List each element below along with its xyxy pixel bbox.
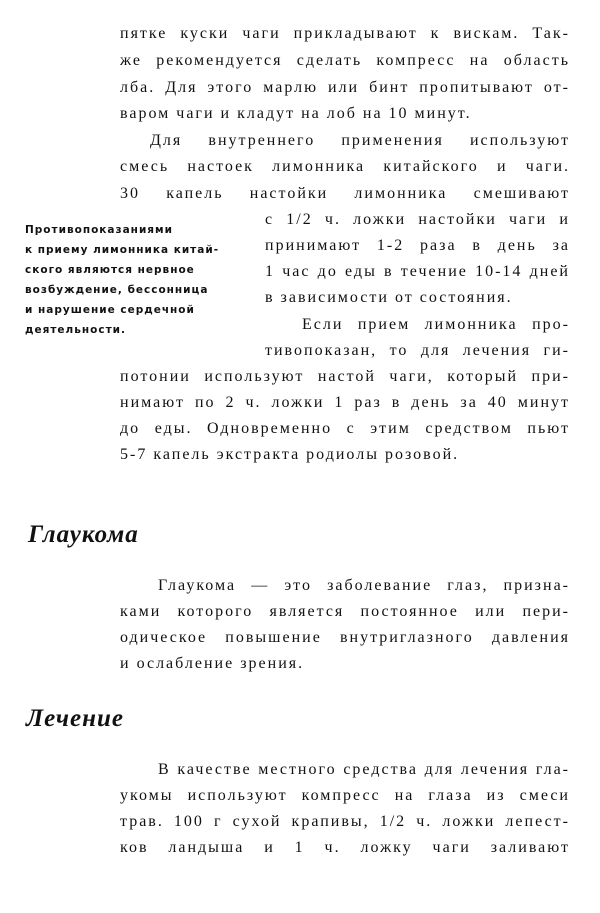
sidenote-line: и нарушение сердечной — [25, 304, 195, 316]
text-line: тивопоказан, то для лечения ги- — [265, 342, 570, 359]
text-line: 30 капель настойки лимонника смешивают — [120, 185, 570, 202]
text-line: варом чаги и кладут на лоб на 10 минут. — [120, 105, 472, 122]
text-line: потонии используют настой чаги, который при- — [120, 368, 570, 385]
sidenote-contraindications — [25, 220, 255, 340]
text-line: трав. 100 г сухой крапивы, 1/2 ч. ложки лепест- — [120, 813, 570, 830]
section-heading-glaucoma: Глаукома — [28, 521, 139, 548]
text-line: Для внутреннего применения используют — [150, 132, 570, 149]
sidenote-line: к приему лимонника китай- — [25, 244, 220, 256]
text-line: и ослабление зрения. — [120, 655, 305, 672]
text-line: В качестве местного средства для лечения гла- — [158, 761, 570, 778]
text-line: смесь настоек лимонника китайского и чаги. — [120, 158, 570, 175]
text-line: укомы используют компресс на глаза из смеси — [120, 787, 570, 804]
text-line: же рекомендуется сделать компресс на область — [120, 52, 570, 69]
text-line: лба. Для этого марлю или бинт пропитывают от- — [120, 79, 570, 96]
text-line: Если прием лимонника про- — [302, 316, 570, 333]
sidenote-line: ского являются нервное — [25, 264, 195, 276]
text-line: Глаукома — это заболевание глаз, призна- — [158, 577, 570, 594]
text-line: нимают по 2 ч. ложки 1 раз в день за 40 минут — [120, 394, 570, 411]
text-line: до еды. Одновременно с этим средством пьют — [120, 420, 570, 437]
text-line: в зависимости от состояния. — [265, 289, 513, 306]
text-line: 1 час до еды в течение 10-14 дней — [265, 263, 570, 280]
text-line: с 1/2 ч. ложки настойки чаги и — [265, 211, 570, 228]
sidenote-line: Противопоказаниями — [25, 224, 173, 236]
text-line: 5-7 капель экстракта родиолы розовой. — [120, 446, 460, 463]
sidenote-line: деятельности. — [25, 324, 127, 336]
section-heading-treatment: Лечение — [26, 705, 125, 732]
text-line: принимают 1-2 раза в день за — [265, 237, 570, 254]
text-line: одическое повышение внутриглазного давления — [120, 629, 570, 646]
text-line: ками которого является постоянное или пери- — [120, 603, 570, 620]
text-line: ков ландыша и 1 ч. ложку чаги заливают — [120, 839, 570, 856]
sidenote-line: возбуждение, бессонница — [25, 284, 209, 296]
text-line: пятке куски чаги прикладывают к вискам. Так- — [120, 25, 570, 42]
